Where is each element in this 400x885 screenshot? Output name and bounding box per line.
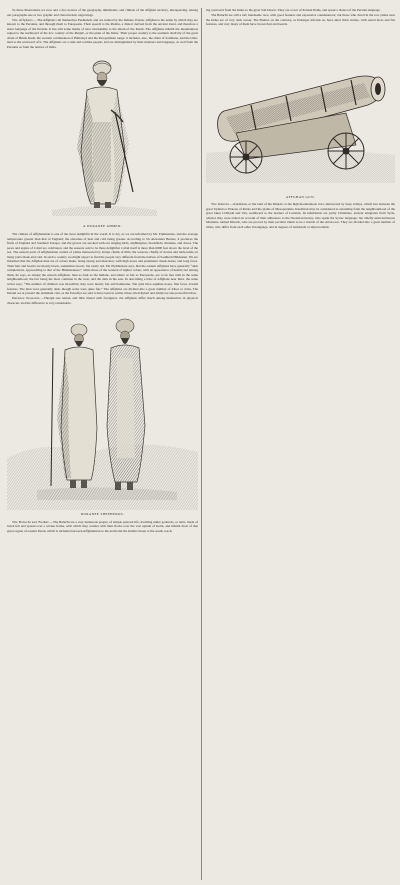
affghans-text: —The Affghans call themselves Pushtaneh, and are termed by the Indians, Patans. Affghan is the name by which they are known to the Persians, and through them to Europeans. Their speech is the Pushtu, a dialect derived from the ancient Zend, and therefore a sister language of the Persian. It has still some marks of near relationship to the idiom of the Kurds. The Affghans inhabit the mountainous region to the northward of the low country of the Punjab, or the plain of the Indus. Their proper country is the southern declivity of the great chain of Hindu Kush, the western continuation of Himalaya and the Paropamisan range: it includes, also, the chain of Solimana, and the table-land to the westward of it. The Affghans are a rude and warlike people, and are distinguished by their manners and language, as well from the Persians as from the natives of India. — [7, 17, 199, 49]
affghans-paragraph — [7, 18, 198, 50]
caption-duranee-shepherds: DURANEE SHEPHERDS. — [80, 512, 125, 517]
column-divider — [201, 8, 202, 880]
climate-paragraph: The climate of Affghanistan is one of the most delightful in the world. It is dry, as we are informed by Mr. Elphinstone, and the average temperature greater than that of England; the extremes of heat and cold being greater. According to Sir Alexander Burnes, it produces the fruits of England and Southern Europe, and the groves are stocked with our singing-birds, nightingales, blackbirds, thrushes, and doves. The pears and apples of Cabul are celebrated, and the seasons said to be there delightful. Cabul itself is more than 6000 feet above the level of the sea. The eastern parts of Affghanistan consist of plains intersected by abrupt chains of hills; the western, chiefly of downs and table-lands, in many parts bleak and cold. In such a country we might expect to find the people very different from the natives of Southern Hindustan. We are informed that the Affghan men are of robust make, being strong and muscular, with high noses and prominent cheek-bones, and long faces. Their hair and beards are mostly black, sometimes brown, but rarely red. Mr. Elphinstone says, that the eastern Affghans have generally “dark complexions, approaching to that of the Hindustanees;” while those of the western of lighter colour, with an appearance of health; but among them, he says, as among the eastern Affghans, men as dark as the Indians, and others as fair as Europeans, are to be met with in the same neighbourhood; the fair being the most common in the west, and the dark in the east. In describing a tribe of Affghans near Dera, the same writer says, “The number of children was incredible; they were mostly fair and handsome. The girls have aquiline noses, fine faces, Jewish features. The men were generally dark, though some were quite fair.” The Affghans are divided into a great number of tribes or clans. The Durani are at present the dominant clan, as the Eusofzyi are said to have been in earlier times; the Khyberi and Ghilji are also powerful tribes. — [7, 231, 198, 296]
baluchi-paragraph — [7, 520, 198, 534]
peasants-heading: Duranee Peasants. — [12, 296, 41, 301]
affghans-heading: The Affghans. — [12, 17, 34, 22]
peasants-paragraph — [7, 296, 198, 305]
baluchi-race-paragraph: The Baluchi are still a tall, handsome race, with good features and expressive countenances; but those who dwell in the low plains near the Indus are of very dark colour. The Brahui, on the contrary, as Pottinger informs us, have short thick bodies, with round faces and flat features, and very many of them have brown hair and beards. — [206, 13, 395, 27]
baluchi-heading: The Baluchi and Brahui. — [12, 519, 50, 524]
intro-paragraph: To these illustrations we now add a few notices of the geography, inhabitants, and climate of the Affghan territory, interspersing, among our paragraphs one or two graphic and characteristic engravings. — [7, 8, 198, 17]
left-column — [7, 8, 198, 534]
baluchi-text: —The Baluchi are a very numerous people, of simple pastoral life, dwelling under gedowns, or tents, made of black felt and spread over a wicker frame, with which they wander with their flocks over the vast upland of Kelat, and inhabit most of that great region of eastern Persia which is included between Affghanistan to the north and the Indian Ocean to the south, reach- — [7, 519, 198, 533]
right-column — [206, 8, 395, 230]
affghan-gun-engraving — [206, 33, 395, 193]
duranee-ahmed-engraving — [7, 52, 198, 222]
caption-duranee-ahmed: A DURANEE AHMED. — [83, 224, 122, 229]
peasants-text: —Though one nation, and little mixed with foreigners, the Affghans differ much among themselves in physical character, and the difference is very remarkable. — [7, 296, 198, 305]
khurds-heading: The Khurds. — [211, 202, 231, 207]
khurds-text: —Kurdistan, or the land of the Khurds, is the high mountainous tract, intersected by deep valleys, which lies between the great Upland or Plateau of Persia and the plains of Mesopotamia. Kurdistan may be considered as extending from the neighbourhood of the great lakes Urmiyah and Van, southward to the borders of Luristan. Its inhabitants are partly Christians, ancient emigrants from Syria, whence they were exiled on account of their adherence to the Nestorian heresy, who speak the Syriac language; but chiefly semi-barbarous Moslems, named Khurds, who are proved by their peculiar idiom to be a branch of the Arian race. They are divided into a great number of tribes, who differ from each other in language, and in degrees of barbarism or improvement. — [206, 202, 395, 229]
caption-affghan-gun: AFFGHAN GUN. — [285, 194, 316, 199]
duranee-shepherds-engraving — [7, 308, 198, 510]
baluchi-continued-paragraph: ing westward from the Indus to the great Salt Desert. They are a race of Persian Iliahs, and speak a dialect of the Persian language. — [206, 8, 381, 12]
khurds-paragraph — [206, 202, 395, 229]
